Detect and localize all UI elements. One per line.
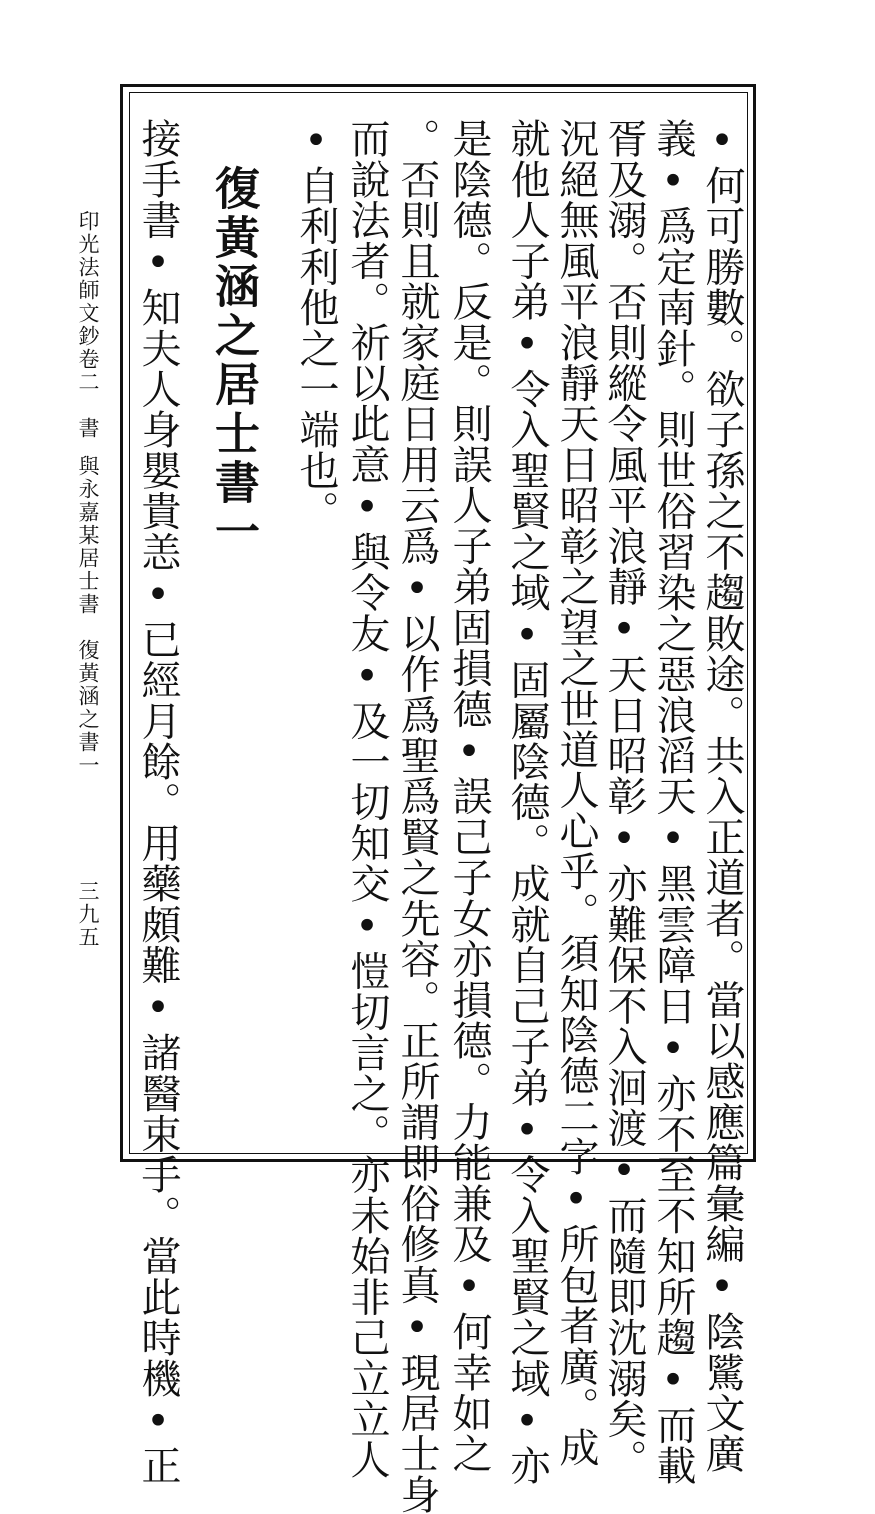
text-column-5: 就他人子弟•令入聖賢之域•固屬陰德。成就自己子弟•令入聖賢之域•亦 xyxy=(504,118,550,1486)
text-column-3: 胥及溺。否則縱令風平浪靜•天日昭彰•亦難保不入洄渡•而隨即沈溺矣。 xyxy=(601,118,647,1480)
running-header-section: 與永嘉某居士書 復黃涵之書一 xyxy=(76,455,100,777)
text-column-4: 況絕無風平浪靜天日昭彰之望之世道人心乎。須知陰德二字•所包者廣。成 xyxy=(553,118,599,1468)
text-column-7: 。否則且就家庭日用云爲•以作爲聖爲賢之先容。正所謂即俗修真•現居士身 xyxy=(394,118,440,1514)
text-column-9: •自利利他之一端也。 xyxy=(293,118,339,532)
closing-column: 接手書•知夫人身嬰貴恙•已經月餘。用藥頗難•諸醫束手。當此時機•正 xyxy=(135,118,181,1486)
text-column-2: 義•爲定南針。則世俗習染之惡浪滔天•黑雲障日•亦不至不知所趨•而載 xyxy=(650,118,696,1486)
text-column-6: 是陰德。反是。則誤人子弟固損德•誤己子女亦損德。力能兼及•何幸如之 xyxy=(446,118,492,1474)
text-column-8: 而說法者。祈以此意•與令友•及一切知交•愷切言之。亦未始非己立立人 xyxy=(344,118,390,1480)
running-header-book-title: 印光法師文鈔卷二 書 xyxy=(76,210,100,440)
text-column-1: •何可勝數。欲子孫之不趨敗途。共入正道者。當以感應篇彙編•陰騭文廣 xyxy=(699,118,745,1474)
page-number: 三九五 xyxy=(76,880,100,949)
letter-title: 復黃涵之居士書一 xyxy=(207,165,260,557)
